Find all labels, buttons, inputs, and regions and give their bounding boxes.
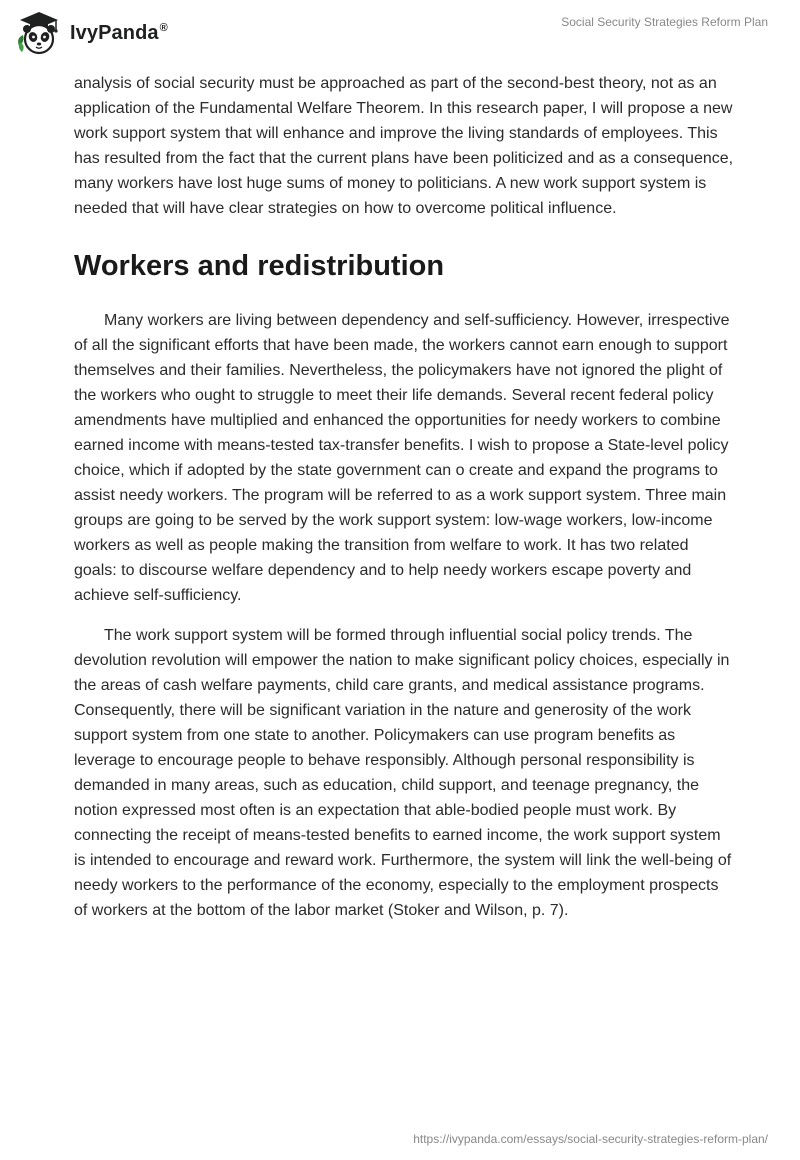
panda-logo-icon (14, 8, 64, 58)
intro-paragraph: analysis of social security must be approached as part of the second-best theory, not as an application of the Fundamental Welfare Theorem. In this research paper, I will propose a new work support system that will enhance and improve the living standards of employees. This has resulted from the fact that the current plans have been politicized and as a consequence, many workers have lost huge sums of money to politicians. A new work support system is needed that will have clear strategies on how to overcome political influence. (74, 75, 734, 217)
section-heading: Workers and redistribution (74, 250, 445, 282)
document-title: Social Security Strategies Reform Plan (561, 15, 768, 29)
registered-mark: ® (159, 21, 168, 34)
logo-text (70, 22, 168, 45)
page-header (0, 0, 800, 64)
body-paragraph-1: Many workers are living between dependency and self-sufficiency. However, irrespective of all the significant efforts that have been made, the workers cannot earn enough to support themselves and their families. Nevertheless, the policymakers have not ignored the plight of the workers who ought to struggle to meet their life demands. Several recent federal policy amendments have multiplied and enhanced the opportunities for needy workers to combine earned income with means-tested tax-transfer benefits. I wish to propose a State-level policy choice, which if adopted by the state government can o create and expand the programs to assist needy workers. The program will be referred to as a work support system. Three main groups are going to be served by the work support system: low-wage workers, low-income workers as well as people making the transition from welfare to work. It has two related goals: to discourse welfare dependency and to help needy workers escape poverty and achieve self-sufficiency. (74, 312, 730, 604)
logo-wordmark: IvyPanda (70, 21, 159, 44)
footer-url[interactable]: https://ivypanda.com/essays/social-security-strategies-reform-plan/ (413, 1132, 768, 1146)
ivypanda-logo[interactable] (14, 8, 168, 58)
essay-content (74, 71, 734, 923)
body-paragraph-2: The work support system will be formed through influential social policy trends. The devolution revolution will empower the nation to make significant policy choices, especially in the areas of cash welfare payments, child care grants, and medical assistance programs. Consequently, there will be significant variation in the nature and generosity of the work support system from one state to another. Policymakers can use program benefits as leverage to encourage people to behave responsibly. Although personal responsibility is demanded in many areas, such as education, child support, and teenage pregnancy, the notion expressed most often is an expectation that able-bodied people must work. By connecting the receipt of means-tested benefits to earned income, the work support system is intended to encourage and reward work. Furthermore, the system will link the well-being of needy workers to the performance of the economy, especially to the employment prospects of workers at the bottom of the labor market (Stoker and Wilson, p. 7). (74, 627, 732, 919)
